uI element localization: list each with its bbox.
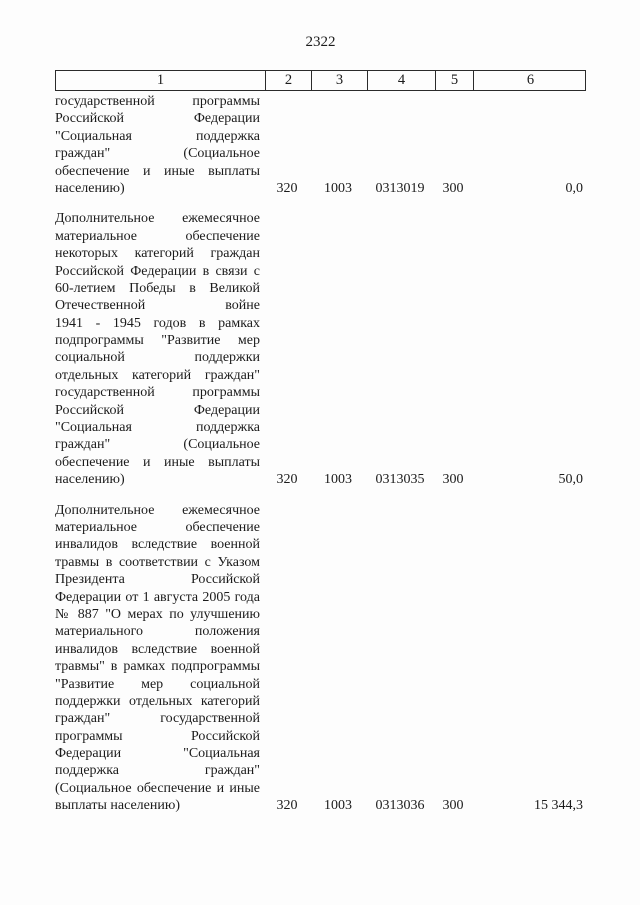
program-name-line: 60-летием Победы в Великой — [55, 280, 260, 296]
program-name-line: инвалидов вследствие военной — [55, 537, 260, 553]
program-name-line: материального положения — [55, 624, 260, 640]
program-name-line: инвалидов вследствие военной — [55, 641, 260, 657]
program-name-line: государственной программы — [55, 94, 260, 109]
page-content — [55, 33, 586, 815]
program-name-line: Дополнительное ежемесячное — [55, 211, 260, 227]
target-article-code-cell: 0313036 — [375, 798, 425, 814]
program-name-line: подпрограммы "Развитие мер — [55, 333, 260, 349]
program-name-line: населению) — [55, 180, 125, 196]
program-name-line: отдельных категорий граждан" — [55, 367, 260, 383]
program-name-line: обеспечение и иные выплаты — [55, 454, 260, 470]
amount-cell: 15 344,3 — [534, 798, 583, 814]
column-header-2: 2 — [265, 71, 311, 90]
amount-cell: 0,0 — [565, 180, 583, 196]
section-code-cell: 1003 — [324, 472, 352, 488]
program-name-line: поддержки отдельных категорий — [55, 693, 260, 709]
amount-cell: 50,0 — [558, 472, 583, 488]
section-code-cell: 1003 — [324, 798, 352, 814]
program-name-line: государственной программы — [55, 385, 260, 401]
program-name-line: социальной поддержки — [55, 350, 260, 366]
program-name-line: "Социальная поддержка — [55, 420, 260, 436]
column-header-4: 4 — [367, 71, 435, 90]
program-name-line: травмы в соответствии с Указом — [55, 554, 260, 570]
program-name-line: материальное обеспечение — [55, 519, 260, 535]
table-row — [55, 502, 586, 815]
expense-type-code-cell: 300 — [442, 180, 464, 196]
program-name-line: "Развитие мер социальной — [55, 676, 260, 692]
program-name-line: граждан" (Социальное — [55, 437, 260, 453]
column-header-1: 1 — [156, 72, 165, 88]
program-name-line: Президента Российской — [55, 572, 260, 588]
table-header-row — [55, 70, 586, 91]
program-name-line: обеспечение и иные выплаты — [55, 163, 260, 179]
program-name-line: травмы" в рамках подпрограммы — [55, 659, 260, 675]
program-name-line: Российской Федерации — [55, 111, 260, 127]
chapter-code-cell: 320 — [276, 472, 298, 488]
page-number: 2322 — [305, 34, 336, 50]
program-name-line: Российской Федерации в связи с — [55, 263, 260, 279]
program-name-line: материальное обеспечение — [55, 228, 260, 244]
table-row — [55, 93, 586, 197]
table-row — [55, 210, 586, 488]
program-name-line: 1941 - 1945 годов в рамках — [55, 315, 260, 331]
program-name-line: Федерации от 1 августа 2005 года — [55, 589, 260, 605]
program-name-line: (Социальное обеспечение и иные — [55, 780, 260, 796]
target-article-code-cell: 0313035 — [375, 472, 425, 488]
program-name-line: поддержка граждан" — [55, 763, 260, 779]
budget-table — [55, 70, 586, 815]
program-name-line: некоторых категорий граждан — [55, 246, 260, 262]
column-header-6: 6 — [473, 71, 587, 90]
program-name-line: выплаты населению) — [55, 798, 180, 814]
program-name-line: Дополнительное ежемесячное — [55, 502, 260, 518]
target-article-code-cell: 0313019 — [375, 180, 425, 196]
program-name-cell — [55, 502, 264, 815]
expense-type-code-cell: 300 — [442, 472, 464, 488]
chapter-code-cell: 320 — [276, 180, 298, 196]
program-name-line: граждан" государственной — [55, 711, 260, 727]
section-code-cell: 1003 — [324, 180, 352, 196]
program-name-line: № 887 "О мерах по улучшению — [55, 606, 260, 622]
column-header-5: 5 — [435, 71, 473, 90]
expense-type-code-cell: 300 — [442, 798, 464, 814]
table-body — [55, 93, 586, 815]
program-name-line: Федерации "Социальная — [55, 746, 260, 762]
program-name-line: программы Российской — [55, 728, 260, 744]
program-name-cell — [55, 210, 264, 488]
program-name-line: граждан" (Социальное — [55, 146, 260, 162]
program-name-line: Отечественной войне — [55, 298, 260, 314]
program-name-line: населению) — [55, 472, 125, 488]
column-header-3: 3 — [311, 71, 367, 90]
program-name-cell — [55, 93, 264, 197]
program-name-line: Российской Федерации — [55, 402, 260, 418]
chapter-code-cell: 320 — [276, 798, 298, 814]
program-name-line: "Социальная поддержка — [55, 128, 260, 144]
